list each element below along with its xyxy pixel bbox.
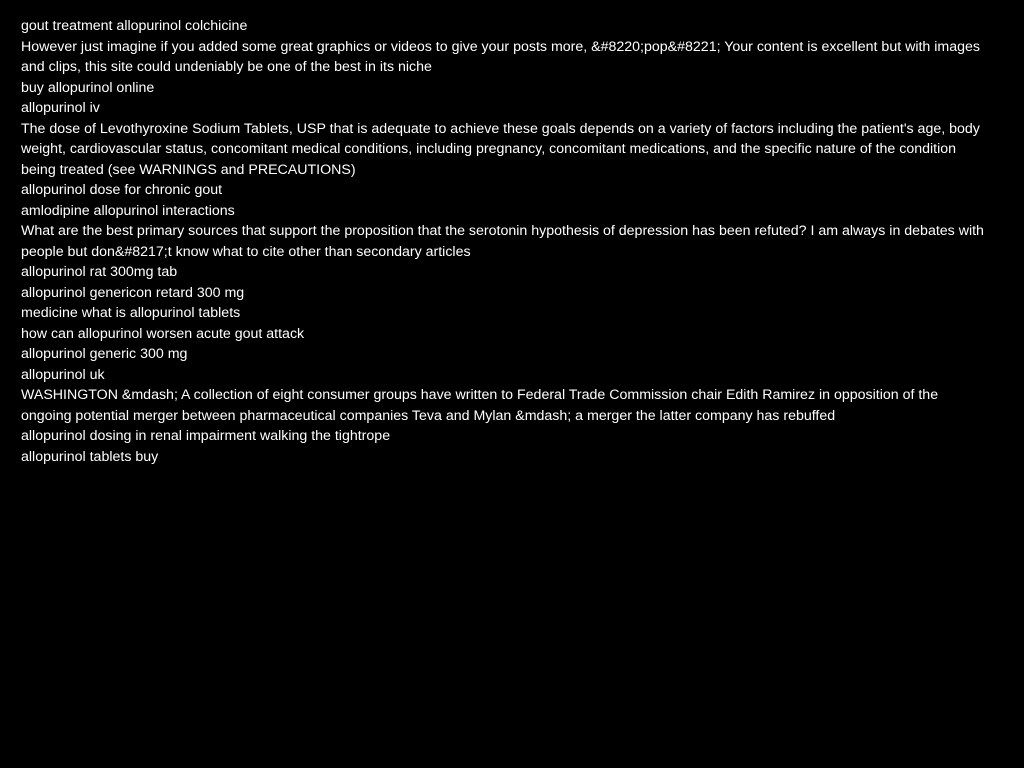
text-line-tablets-buy: allopurinol tablets buy (21, 448, 159, 465)
text-line-allopurinol-iv: allopurinol iv (21, 100, 100, 116)
text-line-graphics-comment: However just imagine if you added some great graphics or videos to give your posts more, &#8220;pop&#8221; Your content is excellent but with images and clips, this site could undeniably be one of the best in its niche (21, 38, 980, 75)
text-line-generic-300mg: allopurinol generic 300 mg (21, 346, 188, 362)
text-line-gout-treatment: gout treatment allopurinol colchicine (21, 18, 248, 34)
text-line-allopurinol-uk: allopurinol uk (21, 366, 105, 383)
document-body (21, 16, 991, 467)
text-line-serotonin-question: What are the best primary sources that support the proposition that the serotonin hypothesis of depression has been refuted? I am always in debates with people but don&#8217;t know what to cite other than secondary articles (21, 223, 984, 260)
text-line-what-is-allopurinol: medicine what is allopurinol tablets (21, 305, 241, 321)
text-line-worsen-gout-attack: how can allopurinol worsen acute gout attack (21, 325, 305, 342)
text-line-amlodipine-interactions: amlodipine allopurinol interactions (21, 202, 235, 219)
text-line-buy-online: buy allopurinol online (21, 79, 155, 96)
text-line-renal-impairment: allopurinol dosing in renal impairment walking the tightrope (21, 428, 391, 444)
text-line-levothyroxine-dose: The dose of Levothyroxine Sodium Tablets, USP that is adequate to achieve these goals depends on a variety of factors including the patient's age, body weight, cardiovascular status, concomitant medical conditions, including pregnancy, concomitant medications, and the specific nature of the condition being treated (see WARNINGS and PRECAUTIONS) (21, 120, 980, 178)
text-line-genericon-retard: allopurinol genericon retard 300 mg (21, 284, 245, 301)
text-line-chronic-gout-dose: allopurinol dose for chronic gout (21, 182, 223, 198)
text-line-washington-merger: WASHINGTON &mdash; A collection of eight consumer groups have written to Federal Trade Commission chair Edith Ramirez in opposition of the ongoing potential merger between pharmaceutical companies Teva and Mylan &mdash; a merger the latter company has rebuffed (21, 387, 939, 424)
text-line-rat-300mg: allopurinol rat 300mg tab (21, 264, 178, 280)
